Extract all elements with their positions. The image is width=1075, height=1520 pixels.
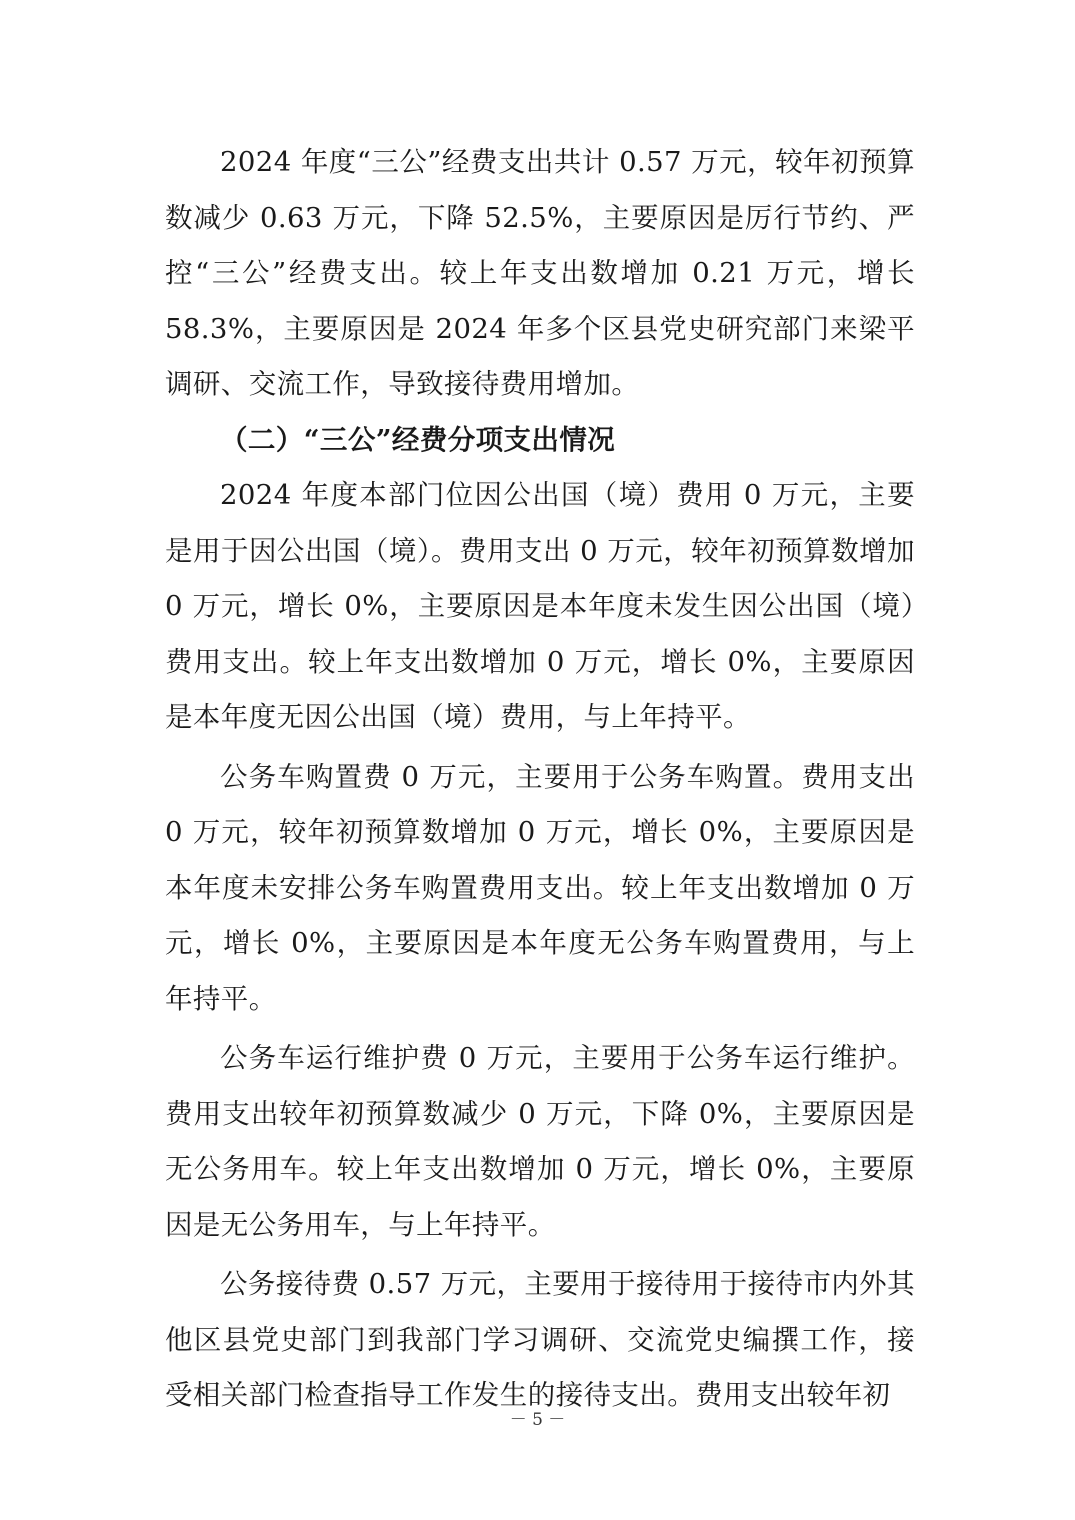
paragraph-vehicle-maintenance: 公务车运行维护费 0 万元，主要用于公务车运行维护。费用支出较年初预算数减少 0 万元，下降 0%，主要原因是无公务用车。较上年支出数增加 0 万元，增长 0%，主要原因是无公务用车，与上年持平。 [165,1042,915,1241]
paragraph-summary: 2024 年度“三公”经费支出共计 0.57 万元，较年初预算数减少 0.63 万元，下降 52.5%，主要原因是厉行节约、严控“三公”经费支出。较上年支出数增加 0.21 万元，增长 58.3%，主要原因是 2024 年多个区县党史研究部门来梁平调研、交流工作，导致接待费用增加。 [165,146,915,400]
body-text [165,135,915,1424]
paragraph-vehicle-purchase: 公务车购置费 0 万元，主要用于公务车购置。费用支出 0 万元，较年初预算数增加 0 万元，增长 0%，主要原因是本年度未安排公务车购置费用支出。较上年支出数增加 0 万元，增长 0%，主要原因是本年度无公务车购置费用，与上年持平。 [165,760,915,1015]
page-number: － 5 － [509,1410,566,1430]
section-heading: （二）“三公”经费分项支出情况 [220,423,616,456]
paragraph-overseas-travel: 2024 年度本部门位因公出国（境）费用 0 万元，主要是用于因公出国（境）。费用支出 0 万元，较年初预算数增加 0 万元，增长 0%，主要原因是本年度未发生因公出国（境）费用支出。较上年支出数增加 0 万元，增长 0%，主要原因是本年度无因公出国（境）费用，与上年持平。 [165,479,915,733]
paragraph-reception: 公务接待费 0.57 万元，主要用于接待用于接待市内外其他区县党史部门到我部门学习调研、交流党史编撰工作，接受相关部门检查指导工作发生的接待支出。费用支出较年初 [165,1268,915,1411]
